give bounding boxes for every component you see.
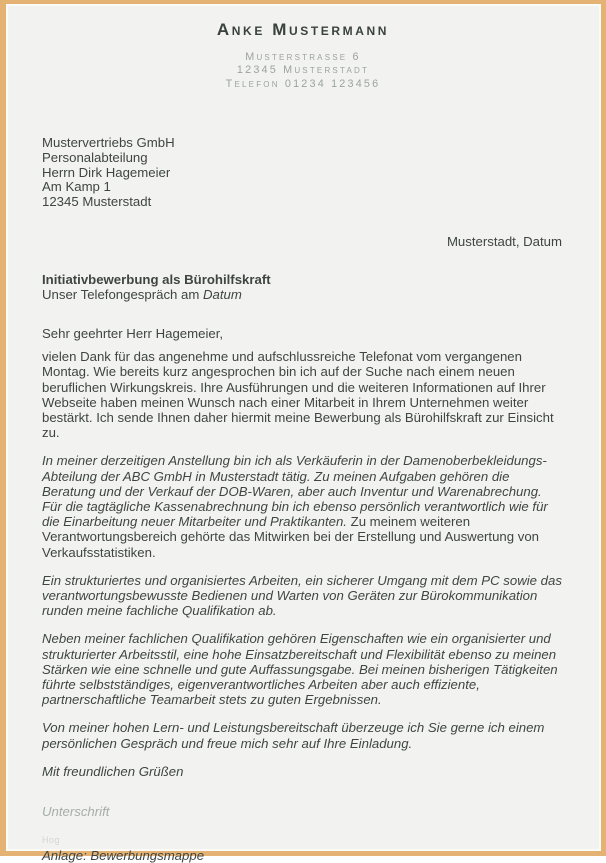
salutation: Sehr geehrter Herr Hagemeier,	[42, 326, 224, 341]
paragraph-current-job-line1: In meiner derzeitigen Anstellung bin ich als Verkäuferin in der Damenoberbekleidungs-Abteilung der ABC GmbH in Musterstadt tätig. Zu meinen Aufgaben gehören die Beratung und der Verkauf der DOB-Waren, aber auch Inventur und Warenabrechung.	[42, 453, 547, 499]
recipient-person: Herrn Dirk Hagemeier	[42, 164, 171, 180]
closing-formula: Mit freundlichen Grüßen	[42, 763, 184, 779]
signature-placeholder: Unterschrift	[42, 804, 110, 820]
recipient-city: 12345 Musterstadt	[42, 194, 152, 210]
subject-block	[42, 272, 560, 302]
date-line: Musterstadt, Datum	[446, 234, 562, 249]
sender-city: 12345 Musterstadt	[236, 64, 370, 77]
recipient-block	[42, 136, 175, 210]
reference-line	[42, 287, 560, 302]
paragraph-qualification: Ein strukturiertes und organisiertes Arbeiten, ein sicherer Umgang mit dem PC sowie das verantwortungsbewusste Bedienen und Warten von Geräten zur Bürokommunikation runden meine fachliche Qualifikation ab.	[42, 572, 562, 619]
sender-street: Musterstrasse 6	[245, 51, 361, 63]
paragraph-current-job-line2-italic: Für die tagtägliche Kassenabrechnung bin ich ebenso persönlich verantwortlich wie für die Einarbeitung neuer Mitarbeiter und Praktikanten.	[42, 499, 548, 530]
recipient-street: Am Kamp 1	[42, 179, 111, 195]
recipient-department: Personalabteilung	[42, 149, 148, 165]
paragraph-invitation: Von meiner hohen Lern- und Leistungsbereitschaft überzeuge ich Sie gerne ich einem persönlichen Gespräch und freue mich sehr auf Ihre Einladung.	[42, 720, 545, 751]
sender-address-block	[0, 51, 606, 91]
paragraph-intro: vielen Dank für das angenehme und aufschlussreiche Telefonat vom vergangenen Montag. Wie bereits kurz angesprochen bin ich auf der Suche nach einem neuen beruflichen Wirkungskreis. Ihre Ausführungen und die weiteren Informationen auf Ihrer Webseite haben meinen Wunsch nach einer Mitarbeit in Ihrem Unternehmen weiter bestärkt. Ich sende Ihnen daher hiermit meine Bewerbung als Bürohilfskraft zur Einsicht zu.	[42, 349, 554, 441]
reference-prefix: Unser Telefongespräch am	[42, 287, 204, 303]
sender-name: Anke Mustermann	[216, 20, 390, 39]
paragraph-current-job	[42, 453, 562, 559]
enclosure-line: Anlage: Bewerbungsmappe	[42, 848, 205, 863]
paragraph-current-job-line2-regular: Zu meinem weiteren Verantwortungsbereich gehörte das Mitwirken bei der Erstellung und Auswertung von Verkaufsstatistiken.	[42, 514, 540, 560]
sender-phone: Telefon 01234 123456	[225, 77, 381, 90]
recipient-company: Mustervertriebs GmbH	[42, 135, 175, 150]
paragraph-strengths: Neben meiner fachlichen Qualifikation gehören Eigenschaften wie ein organisierter und strukturierter Arbeitsstil, eine hohe Einsatzbereitschaft und Flexibilität ebenso zu meinen Stärken wie eine schnelle und gute Auffassungsgabe. Bei meinen bisherigen Tätigkeiten führte selbstständiges, eigenverantwortliches Arbeiten aber auch effiziente, partnerschaftliche Teamarbeit stets zu guten Ergebnissen.	[42, 631, 558, 708]
reference-date: Datum	[203, 287, 242, 303]
letter-body	[42, 326, 562, 863]
watermark: Hog	[42, 835, 61, 846]
subject-line: Initiativbewerbung als Bürohilfskraft	[42, 272, 271, 287]
